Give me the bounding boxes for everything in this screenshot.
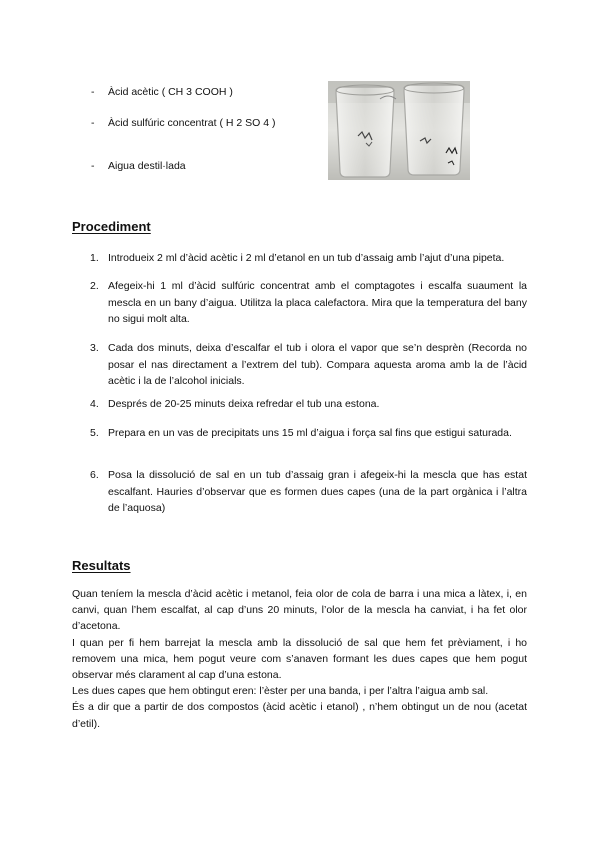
step-number: 2. [90,280,99,292]
material-text: Aigua destil·lada [108,160,186,172]
step-text: Posa la dissolució de sal en un tub d’assaig gran i afegeix-hi la mescla que has estat escalfant. Hauries d’observar que es formen dues capes (una de la part orgànica i l’altra de l’aquosa) [108,469,527,514]
list-item [90,396,527,413]
list-item [90,340,527,390]
step-text: Introdueix 2 ml d’àcid acètic i 2 ml d’etanol en un tub d’assaig amb l’ajut d’una pipeta. [108,252,505,264]
list-item [90,278,527,328]
resultats-title: Resultats [72,558,131,573]
list-item [90,467,527,517]
step-number: 6. [90,469,99,481]
list-item [90,425,527,442]
results-paragraph: I quan per fi hem barrejat la mescla amb la dissolució de sal que hem fet prèviament, i ho removem una mica, hem pogut veure com s’anaven formant les dues capes que hem pogut observar més clarament al cap d’una estona. [72,636,527,682]
step-number: 5. [90,427,99,439]
beakers-photo [328,81,470,180]
results-paragraph: Les dues capes que hem obtingut eren: l’èster per una banda, i per l’altra l’aigua amb sal. [72,685,489,698]
step-number: 1. [90,252,99,264]
material-item [91,117,275,129]
list-dash: - [91,86,95,98]
list-dash: - [91,160,95,172]
step-text: Cada dos minuts, deixa d’escalfar el tub i olora el vapor que se’n desprèn (Recorda no posar el nas directament a l’extrem del tub). Compara aquesta aroma amb la de l’àcid acètic i la de l’alcohol inicials. [108,342,527,387]
list-item [90,250,527,267]
material-item [91,86,233,98]
material-text: Àcid acètic ( CH 3 COOH ) [108,86,233,98]
step-text: Després de 20-25 minuts deixa refredar el tub una estona. [108,398,380,410]
step-number: 3. [90,342,99,354]
beakers-photo-icon [328,81,470,180]
material-item [91,160,186,172]
step-text: Prepara en un vas de precipitats uns 15 ml d’aigua i força sal fins que estigui saturada. [108,427,512,439]
procediment-title: Procediment [72,219,151,234]
material-text: Àcid sulfúric concentrat ( H 2 SO 4 ) [108,117,276,129]
results-body [72,586,527,732]
results-paragraph: Quan teníem la mescla d’àcid acètic i metanol, feia olor de cola de barra i una mica a làtex, i, en canvi, quan l’hem escalfat, al cap d’uns 20 minuts, l’olor de la mescla ha canviat, i ha fet olor d’acetona. [72,588,527,633]
step-number: 4. [90,398,99,410]
step-text: Afegeix-hi 1 ml d’àcid sulfúric concentrat amb el comptagotes i escalfa suaument la mescla en un bany d’aigua. Utilitza la placa calefactora. Mira que la temperatura del bany no sigui molt alta. [108,280,527,325]
results-paragraph: És a dir que a partir de dos compostos (àcid acètic i etanol) , n’hem obtingut un de nou (acetat d’etil). [72,701,527,730]
list-dash: - [91,117,95,129]
